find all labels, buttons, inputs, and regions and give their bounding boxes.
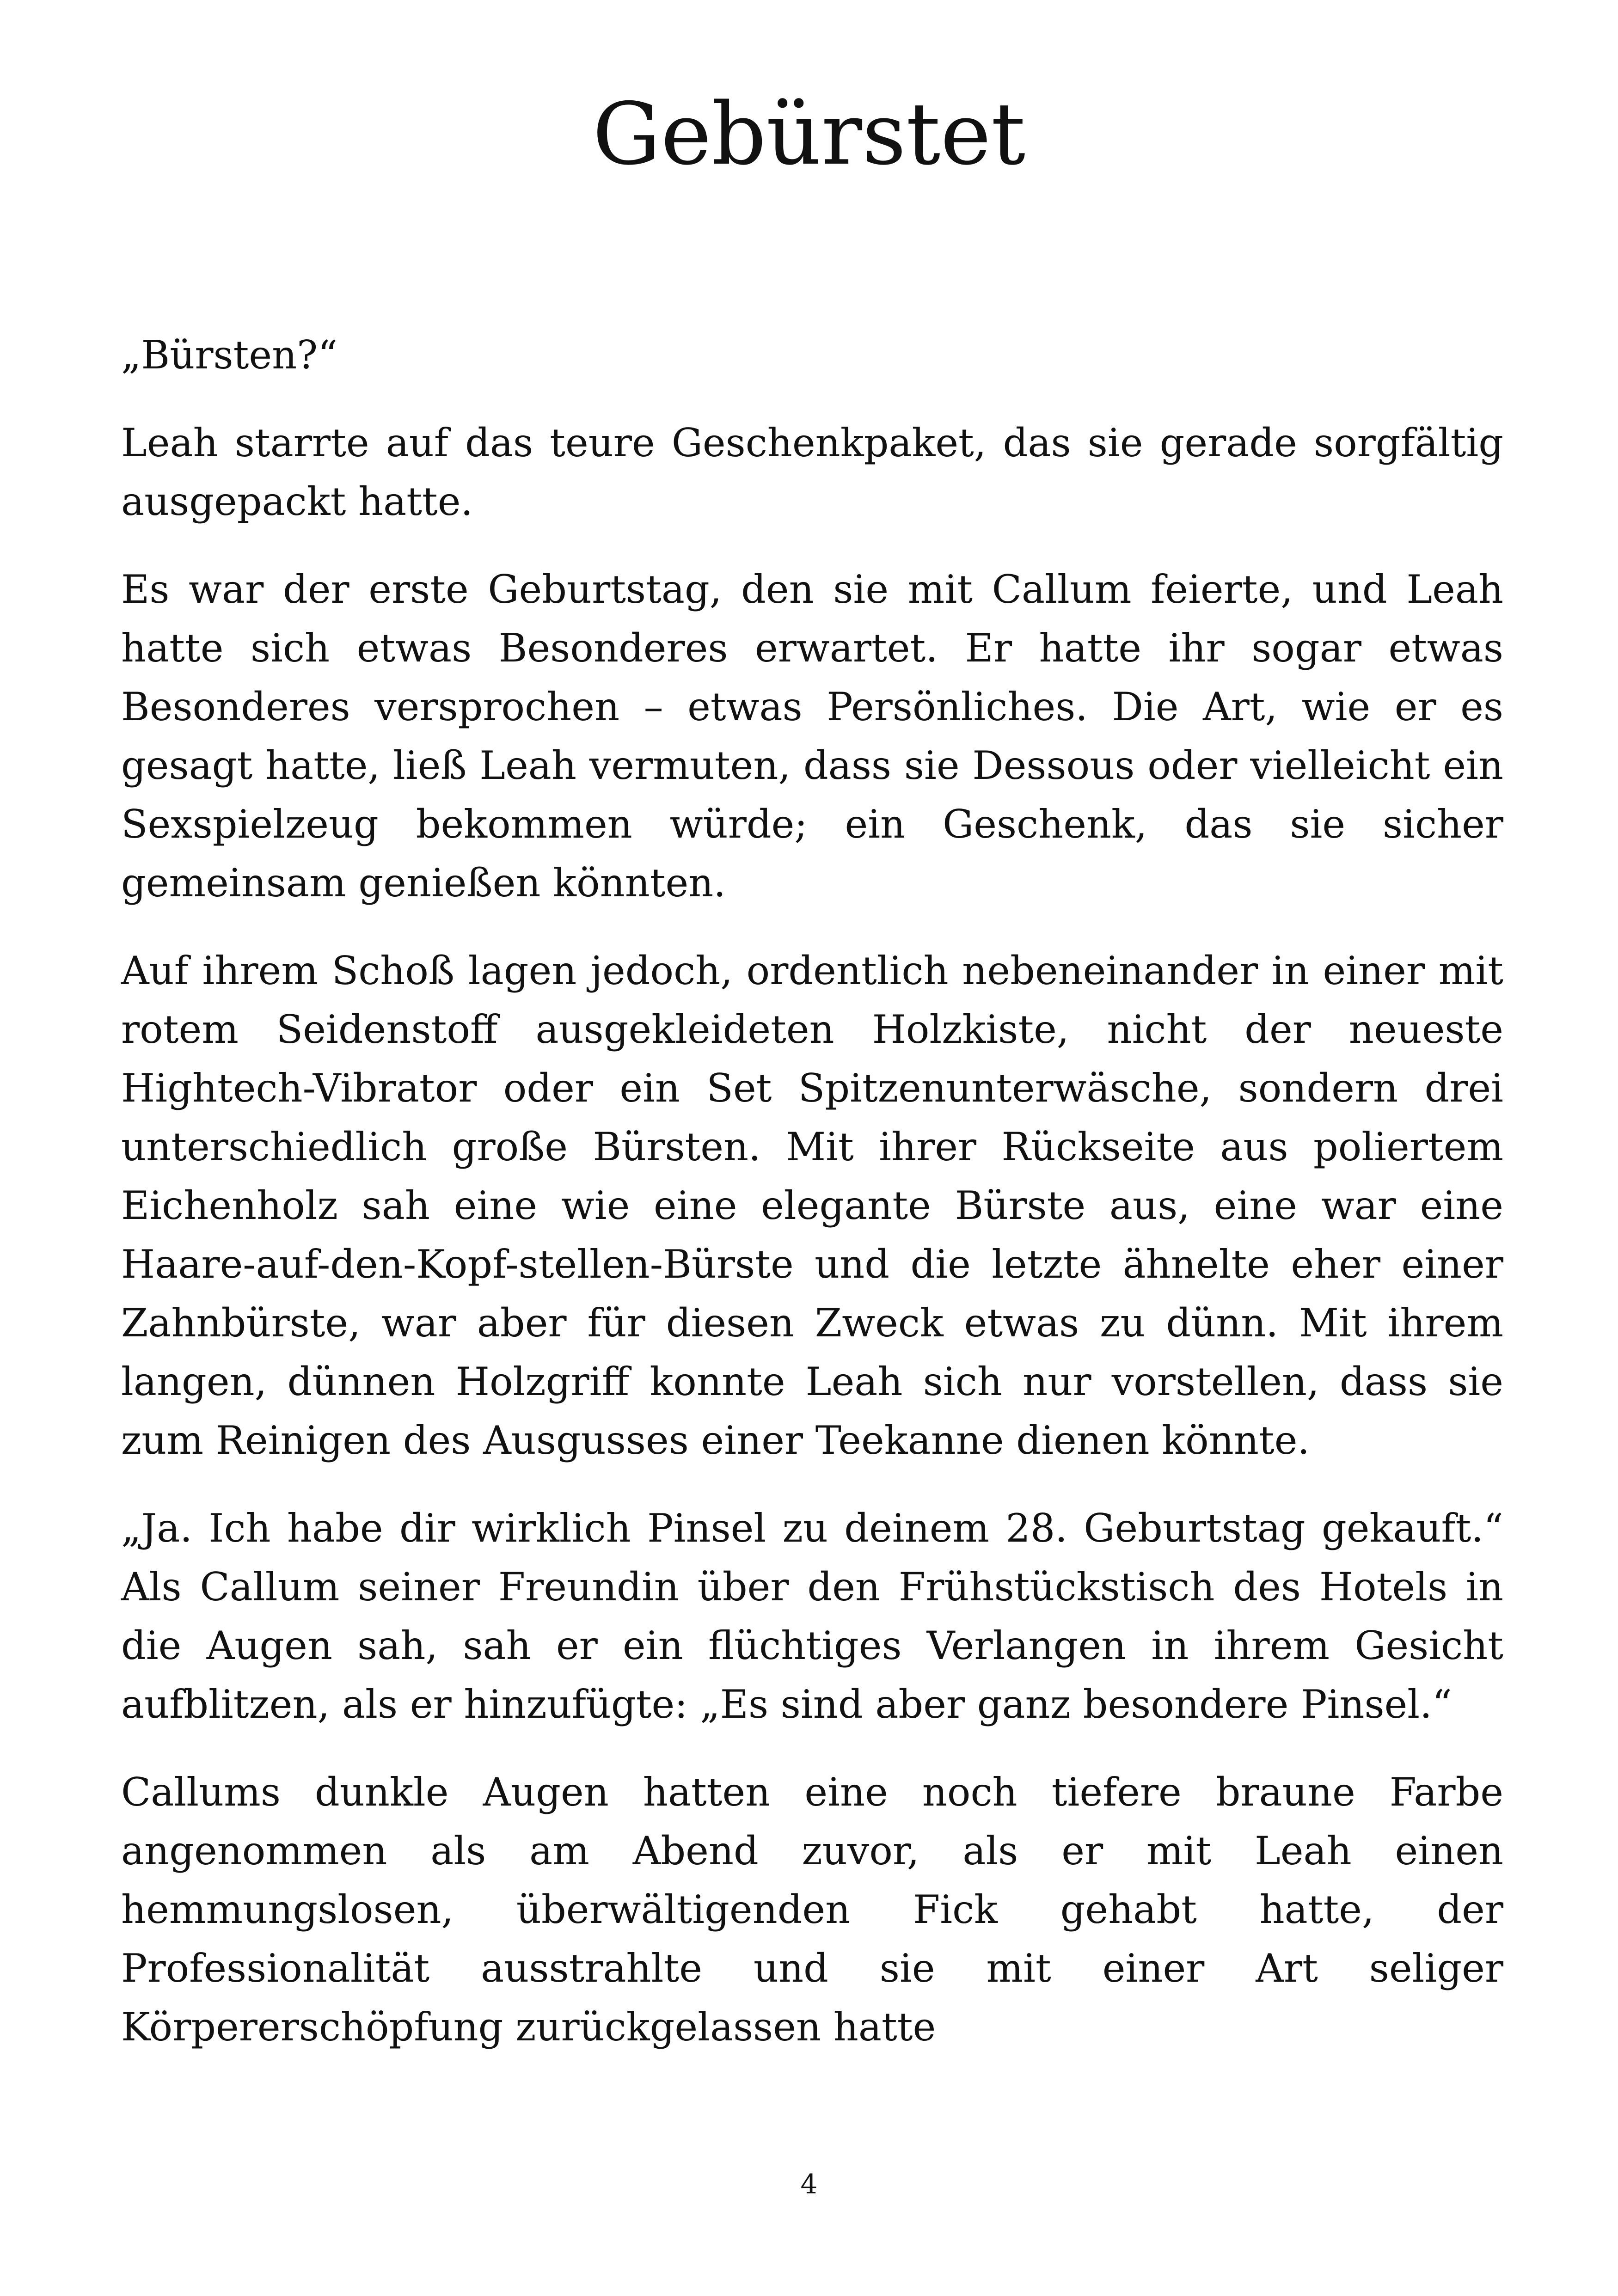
paragraph-1: „Bürsten?“ (121, 332, 338, 378)
paragraph-2: Leah starrte auf das teure Geschenkpaket, das sie gerade sorgfältig ausgepackt hatte. (121, 420, 1503, 524)
body-text (121, 326, 1503, 2086)
paragraph-4: Auf ihrem Schoß lagen jedoch, ordentlich nebeneinander in einer mit rotem Seidenstoff ausgekleideten Holzkiste, nicht der neueste Hightech-Vibrator oder ein Set Spitzenunterwäsche, sondern drei unterschiedlich große Bürsten. Mit ihrer Rückseite aus poliertem Eichenholz sah eine wie eine elegante Bürste aus, eine war eine Haare-auf-den-Kopf-stellen-Bürste und die letzte ähnelte eher einer Zahnbürste, war aber für diesen Zweck etwas zu dünn. Mit ihrem langen, dünnen Holzgriff konnte Leah sich nur vorstellen, dass sie zum Reinigen des Ausgusses einer Teekanne dienen könnte. (121, 948, 1503, 1463)
page-title: Gebürstet (592, 84, 1026, 184)
paragraph-6: Callums dunkle Augen hatten eine noch tiefere braune Farbe angenommen als am Abend zuvor, als er mit Leah einen hemmungslosen, überwältigenden Fick gehabt hatte, der Professionalität ausstrahlte und sie mit einer Art seliger Körpererschöpfung zurückgelassen hatte (121, 1769, 1503, 2050)
paragraph-5: „Ja. Ich habe dir wirklich Pinsel zu deinem 28. Geburtstag gekauft.“ Als Callum seiner Freundin über den Frühstückstisch des Hotels in die Augen sah, sah er ein flüchtiges Verlangen in ihrem Gesicht aufblitzen, als er hinzufügte: „Es sind aber ganz besondere Pinsel.“ (121, 1506, 1503, 1727)
paragraph-3: Es war der erste Geburtstag, den sie mit Callum feierte, und Leah hatte sich etwas Besonderes erwartet. Er hatte ihr sogar etwas Besonderes versprochen – etwas Persönliches. Die Art, wie er es gesagt hatte, ließ Leah vermuten, dass sie Dessous oder vielleicht ein Sexspielzeug bekommen würde; ein Geschenk, das sie sicher gemeinsam genießen könnten. (121, 567, 1503, 906)
page-number: 4 (800, 2168, 818, 2200)
